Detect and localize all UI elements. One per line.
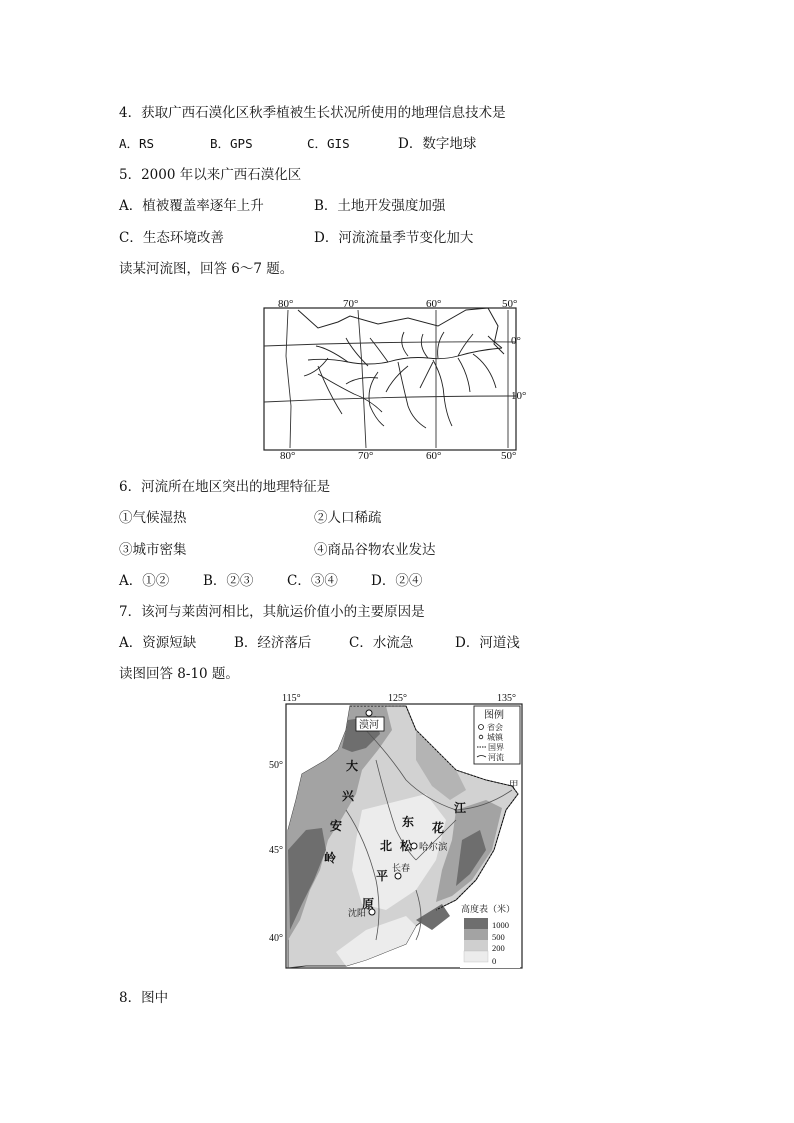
map1-top-label: 80° xyxy=(278,298,294,310)
label-hua: 花 xyxy=(432,821,445,835)
q6-item-4: ④商品谷物农业发达 xyxy=(314,542,436,558)
q5-stem: 5．2000 年以来广西石漠化区 xyxy=(119,167,302,183)
label-ping: 平 xyxy=(376,869,389,883)
map1-top-label: 50° xyxy=(502,298,518,310)
intro-8-10: 读图回答 8-10 题。 xyxy=(119,666,239,682)
map1-bottom-label: 70° xyxy=(358,450,374,462)
q6-option-a: A．①② xyxy=(119,573,170,589)
q7-option-b: B．经济落后 xyxy=(234,635,312,651)
q6-stem: 6．河流所在地区突出的地理特征是 xyxy=(119,479,331,495)
q4-option-b: B．GPS xyxy=(210,136,253,151)
map1-bottom-label: 60° xyxy=(426,450,442,462)
q5-option-a: A．植被覆盖率逐年上升 xyxy=(119,198,264,214)
intro-6-7: 读某河流图，回答 6～7 题。 xyxy=(119,261,294,277)
q7-option-d: D．河道浅 xyxy=(455,635,520,651)
elevation-level: 200 xyxy=(492,943,505,953)
svg-text:漠河: 漠河 xyxy=(359,720,379,731)
q8-stem: 8．图中 xyxy=(119,990,169,1006)
legend-item-capital: 省会 xyxy=(487,723,503,732)
map1-top-label: 60° xyxy=(426,298,442,310)
elevation-scale xyxy=(460,902,520,968)
elevation-title: 高度表（米） xyxy=(461,904,516,914)
map1-bottom-label: 50° xyxy=(501,450,517,462)
label-jiang: 江 xyxy=(454,801,467,815)
map1-bottom-label: 80° xyxy=(280,450,296,462)
elevation-level: 0 xyxy=(492,956,497,966)
svg-text:沈阳: 沈阳 xyxy=(348,908,367,918)
q6-option-b: B．②③ xyxy=(203,573,254,589)
northeast-china-map xyxy=(266,690,526,972)
legend-item-town: 城镇 xyxy=(487,733,503,742)
q6-item-1: ①气候湿热 xyxy=(119,510,187,526)
label-da: 大 xyxy=(346,759,359,773)
svg-text:长春: 长春 xyxy=(392,863,411,873)
q7-option-c: C．水流急 xyxy=(349,635,414,651)
map1-right-label: 10° xyxy=(511,390,527,402)
q4-stem: 4．获取广西石漠化区秋季植被生长状况所使用的地理信息技术是 xyxy=(119,105,506,121)
legend-item-border: 国界 xyxy=(488,743,504,752)
map2-lat-label: 40° xyxy=(269,933,283,944)
label-ling: 岭 xyxy=(324,851,337,865)
q7-option-a: A．资源短缺 xyxy=(119,635,197,651)
legend-item-river: 河流 xyxy=(488,753,504,762)
label-dong: 东 xyxy=(402,815,415,829)
svg-text:哈尔滨: 哈尔滨 xyxy=(419,843,448,853)
label-yuan: 原 xyxy=(362,897,375,911)
q5-option-d: D．河流流量季节变化加大 xyxy=(314,230,474,246)
map-legend xyxy=(474,706,520,764)
svg-text:甲: 甲 xyxy=(509,781,519,791)
legend-title: 图例 xyxy=(484,710,504,721)
q6-option-c: C．③④ xyxy=(287,573,338,589)
map2-lat-label: 45° xyxy=(269,845,283,856)
elevation-level: 1000 xyxy=(492,920,509,930)
label-xing: 兴 xyxy=(342,789,355,803)
map2-lon-label: 125° xyxy=(388,693,407,704)
map2-lat-label: 50° xyxy=(269,760,283,771)
q7-stem: 7．该河与莱茵河相比，其航运价值小的主要原因是 xyxy=(119,604,425,620)
label-bei: 北 xyxy=(380,839,393,853)
elevation-level: 500 xyxy=(492,932,505,942)
label-song: 松 xyxy=(400,839,413,853)
map1-right-label: 0° xyxy=(511,335,521,347)
map2-lon-label: 135° xyxy=(497,693,516,704)
q5-option-c: C．生态环境改善 xyxy=(119,230,224,246)
q4-option-d: D．数字地球 xyxy=(398,136,477,152)
q5-option-b: B．土地开发强度加强 xyxy=(314,198,446,214)
river-map xyxy=(258,296,530,462)
q6-item-2: ②人口稀疏 xyxy=(314,510,382,526)
map1-top-label: 70° xyxy=(343,298,359,310)
q6-item-3: ③城市密集 xyxy=(119,542,187,558)
q6-option-d: D．②④ xyxy=(371,573,423,589)
label-an: 安 xyxy=(330,819,343,833)
q4-option-a: A．RS xyxy=(119,136,155,151)
q4-option-c: C．GIS xyxy=(307,136,350,151)
point-jia xyxy=(509,780,519,791)
map2-lon-label: 115° xyxy=(282,693,301,704)
